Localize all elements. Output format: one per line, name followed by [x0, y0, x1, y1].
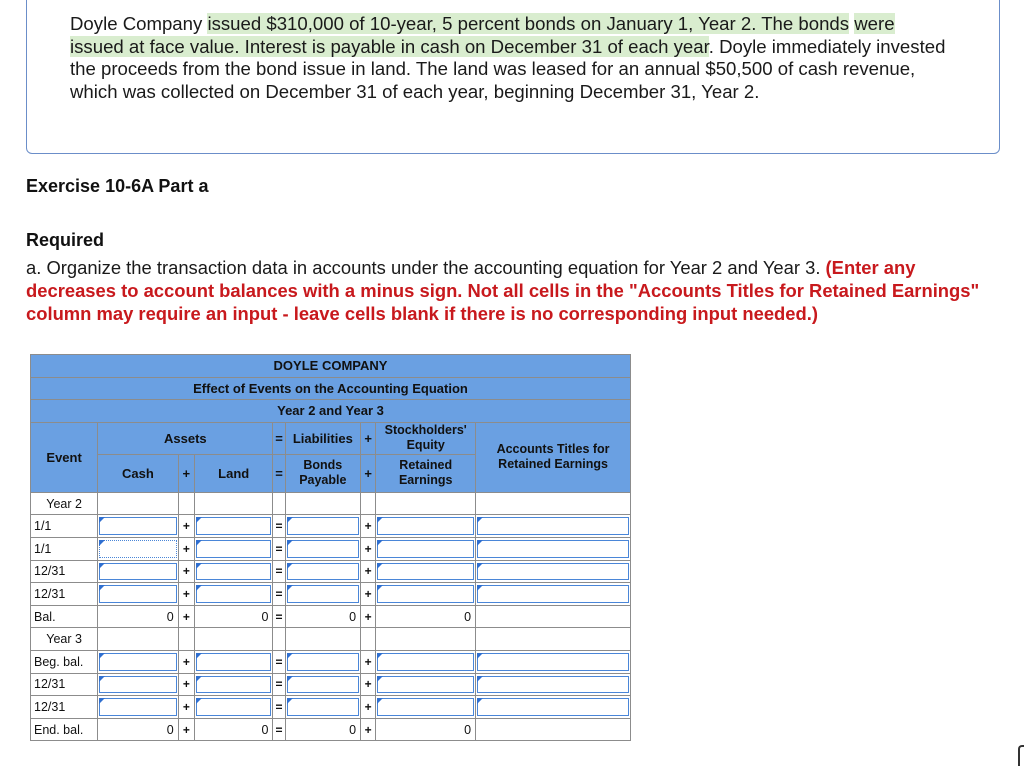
input-marker-icon	[99, 517, 105, 523]
plus-sign: +	[361, 696, 376, 719]
y3-account-title-input-cell[interactable]	[476, 650, 631, 673]
y3-bonds-input-cell[interactable]	[285, 696, 360, 719]
plus-sign: +	[178, 718, 194, 741]
plus-sign: +	[361, 515, 376, 538]
table-row	[31, 673, 631, 696]
input-marker-icon	[196, 517, 202, 523]
input-marker-icon	[196, 698, 202, 704]
input-marker-icon	[377, 540, 383, 546]
y3-re-input-field[interactable]	[377, 676, 474, 694]
y3-re-input-field[interactable]	[377, 653, 474, 671]
equals-sign: =	[273, 718, 285, 741]
y2-re-input-cell[interactable]	[376, 515, 476, 538]
required-note: (Enter any decreases to account balances with a minus sign. Not all cells in the "Accounts Titles for Retained Earnings" column may require an input - leave cells blank if there is no corresponding input needed.)	[26, 257, 980, 324]
y2-land-input-cell[interactable]	[194, 537, 272, 560]
y2-bonds-input-cell[interactable]	[285, 537, 360, 560]
required-text: a. Organize the transaction data in accounts under the accounting equation for Year 2 and Year 3.	[26, 257, 826, 278]
land-balance-year3: 0	[194, 718, 272, 741]
cash-plus-header: +	[178, 454, 194, 492]
y2-land-input-cell[interactable]	[194, 583, 272, 606]
table-title: DOYLE COMPANY	[31, 355, 631, 378]
plus-sign: +	[178, 560, 194, 583]
re-balance-year2: 0	[376, 605, 476, 628]
plus-sign: +	[361, 718, 376, 741]
y2-cash-input-cell[interactable]	[98, 537, 178, 560]
equals-sign: =	[273, 650, 285, 673]
equals-sign: =	[273, 673, 285, 696]
y2-cash-input-field[interactable]	[99, 517, 176, 535]
y2-account-title-input-field[interactable]	[477, 585, 629, 603]
plus-sign: +	[361, 560, 376, 583]
bonds-payable-header: Bonds Payable	[285, 454, 360, 492]
cash-header: Cash	[98, 454, 178, 492]
y2-bonds-input-field[interactable]	[287, 563, 359, 581]
input-marker-icon	[99, 585, 105, 591]
y2-bonds-input-cell[interactable]	[285, 583, 360, 606]
equals-sign: =	[273, 583, 285, 606]
exercise-title: Exercise 10-6A Part a	[26, 176, 209, 196]
y2-land-input-field[interactable]	[196, 540, 271, 558]
input-marker-icon	[477, 676, 483, 682]
y2-cash-input-cell[interactable]	[98, 560, 178, 583]
equals-header: =	[273, 422, 285, 454]
table-row	[31, 583, 631, 606]
y3-account-title-input-field[interactable]	[477, 698, 629, 716]
y3-land-input-field[interactable]	[196, 698, 271, 716]
input-marker-icon	[477, 585, 483, 591]
event-label: 12/31	[31, 583, 98, 606]
y2-bonds-input-field[interactable]	[287, 585, 359, 603]
input-marker-icon	[196, 676, 202, 682]
y2-account-title-input-cell[interactable]	[476, 560, 631, 583]
input-marker-icon	[377, 517, 383, 523]
y3-land-input-cell[interactable]	[194, 650, 272, 673]
y2-bonds-input-field[interactable]	[287, 540, 359, 558]
y3-land-input-cell[interactable]	[194, 696, 272, 719]
scrollbar-edge	[1018, 745, 1024, 766]
table-period: Year 2 and Year 3	[31, 400, 631, 423]
bonds-balance-year2: 0	[285, 605, 360, 628]
y2-re-input-cell[interactable]	[376, 560, 476, 583]
y2-account-title-input-cell[interactable]	[476, 583, 631, 606]
y2-land-input-field[interactable]	[196, 585, 271, 603]
y3-account-title-input-field[interactable]	[477, 653, 629, 671]
equals-sign: =	[273, 605, 285, 628]
assets-header: Assets	[98, 422, 273, 454]
table-row	[31, 537, 631, 560]
y3-cash-input-cell[interactable]	[98, 673, 178, 696]
y3-bonds-input-cell[interactable]	[285, 673, 360, 696]
re-balance-year3: 0	[376, 718, 476, 741]
input-marker-icon	[377, 653, 383, 659]
event-label: 1/1	[31, 537, 98, 560]
y2-re-input-field[interactable]	[377, 585, 474, 603]
plus-sign: +	[361, 650, 376, 673]
y3-bonds-input-field[interactable]	[287, 653, 359, 671]
input-marker-icon	[377, 563, 383, 569]
y3-bonds-input-field[interactable]	[287, 676, 359, 694]
plus-sign: +	[178, 515, 194, 538]
end-balance-row-label: End. bal.	[31, 718, 98, 741]
plus-header-2: +	[361, 454, 376, 492]
table-row	[31, 696, 631, 719]
input-marker-icon	[99, 540, 105, 546]
input-marker-icon	[287, 563, 293, 569]
y2-cash-input-field[interactable]	[99, 585, 176, 603]
balance-row-label: Bal.	[31, 605, 98, 628]
equals-sign: =	[273, 537, 285, 560]
plus-header: +	[361, 422, 376, 454]
input-marker-icon	[287, 676, 293, 682]
input-marker-icon	[99, 563, 105, 569]
plus-sign: +	[178, 696, 194, 719]
input-marker-icon	[196, 563, 202, 569]
problem-highlight-2: were issued at face value. Interest is payable in cash on December 31 of each year	[70, 13, 895, 57]
plus-sign: +	[178, 605, 194, 628]
y3-land-input-field[interactable]	[196, 676, 271, 694]
y2-account-title-input-cell[interactable]	[476, 537, 631, 560]
accounting-equation-table	[30, 354, 631, 741]
y3-cash-input-field[interactable]	[99, 676, 176, 694]
event-label: 1/1	[31, 515, 98, 538]
input-marker-icon	[287, 517, 293, 523]
input-marker-icon	[377, 676, 383, 682]
y3-cash-input-cell[interactable]	[98, 650, 178, 673]
y2-land-input-field[interactable]	[196, 517, 271, 535]
event-label: 12/31	[31, 560, 98, 583]
input-marker-icon	[99, 676, 105, 682]
y2-land-input-cell[interactable]	[194, 515, 272, 538]
equals-sign: =	[273, 515, 285, 538]
accounts-titles-header: Accounts Titles for Retained Earnings	[476, 422, 631, 492]
y2-account-title-input-field[interactable]	[477, 563, 629, 581]
problem-statement	[70, 13, 950, 103]
y2-account-title-input-cell[interactable]	[476, 515, 631, 538]
event-label: Beg. bal.	[31, 650, 98, 673]
land-header: Land	[194, 454, 272, 492]
y3-land-input-cell[interactable]	[194, 673, 272, 696]
input-marker-icon	[287, 540, 293, 546]
input-marker-icon	[99, 653, 105, 659]
bonds-balance-year3: 0	[285, 718, 360, 741]
y2-re-input-field[interactable]	[377, 540, 474, 558]
y3-cash-input-cell[interactable]	[98, 696, 178, 719]
section-year-3: Year 3	[31, 628, 98, 651]
required-label: Required	[26, 230, 105, 250]
input-marker-icon	[287, 653, 293, 659]
input-marker-icon	[477, 653, 483, 659]
table-subtitle: Effect of Events on the Accounting Equation	[31, 377, 631, 400]
y3-account-title-input-cell[interactable]	[476, 673, 631, 696]
plus-sign: +	[178, 650, 194, 673]
equals-sign: =	[273, 696, 285, 719]
problem-text-rest: . Doyle immediately invested the proceeds from the bond issue in land. The land was leased for an annual $50,500 of cash revenue, which was collected on December 31 of each year, beginning December 31, Year 2.	[70, 35, 946, 102]
input-marker-icon	[377, 698, 383, 704]
y3-re-input-cell[interactable]	[376, 650, 476, 673]
y3-cash-input-field[interactable]	[99, 653, 176, 671]
plus-sign: +	[361, 583, 376, 606]
y2-cash-input-cell[interactable]	[98, 515, 178, 538]
y2-cash-input-cell[interactable]	[98, 583, 178, 606]
table-row	[31, 650, 631, 673]
table-row	[31, 560, 631, 583]
plus-sign: +	[361, 673, 376, 696]
y2-re-input-field[interactable]	[377, 517, 474, 535]
plus-sign: +	[178, 673, 194, 696]
input-marker-icon	[196, 540, 202, 546]
event-label: 12/31	[31, 696, 98, 719]
y2-land-input-field[interactable]	[196, 563, 271, 581]
y2-bonds-input-field[interactable]	[287, 517, 359, 535]
y2-bonds-input-cell[interactable]	[285, 515, 360, 538]
y3-land-input-field[interactable]	[196, 653, 271, 671]
y3-bonds-input-cell[interactable]	[285, 650, 360, 673]
input-marker-icon	[477, 540, 483, 546]
y3-account-title-input-cell[interactable]	[476, 696, 631, 719]
y3-bonds-input-field[interactable]	[287, 698, 359, 716]
plus-sign: +	[361, 537, 376, 560]
equals-header-2: =	[273, 454, 285, 492]
y3-cash-input-field[interactable]	[99, 698, 176, 716]
table-row	[31, 515, 631, 538]
y2-re-input-cell[interactable]	[376, 583, 476, 606]
plus-sign: +	[361, 605, 376, 628]
equity-header: Stockholders' Equity	[376, 422, 476, 454]
y3-re-input-field[interactable]	[377, 698, 474, 716]
event-label: 12/31	[31, 673, 98, 696]
problem-text-intro: Doyle Company	[70, 13, 208, 34]
input-marker-icon	[287, 698, 293, 704]
required-instructions	[26, 256, 996, 325]
input-marker-icon	[477, 517, 483, 523]
section-year-2: Year 2	[31, 492, 98, 515]
y2-re-input-field[interactable]	[377, 563, 474, 581]
cash-balance-year2: 0	[98, 605, 178, 628]
y3-account-title-input-field[interactable]	[477, 676, 629, 694]
y2-account-title-input-field[interactable]	[477, 517, 629, 535]
retained-earnings-header: Retained Earnings	[376, 454, 476, 492]
plus-sign: +	[178, 537, 194, 560]
input-marker-icon	[196, 653, 202, 659]
y2-re-input-cell[interactable]	[376, 537, 476, 560]
input-marker-icon	[477, 698, 483, 704]
equals-sign: =	[273, 560, 285, 583]
input-marker-icon	[196, 585, 202, 591]
y2-bonds-input-cell[interactable]	[285, 560, 360, 583]
event-header: Event	[31, 422, 98, 492]
input-marker-icon	[99, 698, 105, 704]
land-balance-year2: 0	[194, 605, 272, 628]
liabilities-header: Liabilities	[285, 422, 360, 454]
problem-highlight-1: issued $310,000 of 10-year, 5 percent bonds on January 1, Year 2. The bonds	[207, 13, 850, 34]
input-marker-icon	[287, 585, 293, 591]
y2-land-input-cell[interactable]	[194, 560, 272, 583]
y2-cash-input-field[interactable]	[99, 540, 176, 558]
y2-cash-input-field[interactable]	[99, 563, 176, 581]
y2-account-title-input-field[interactable]	[477, 540, 629, 558]
input-marker-icon	[377, 585, 383, 591]
y3-re-input-cell[interactable]	[376, 696, 476, 719]
input-marker-icon	[477, 563, 483, 569]
y3-re-input-cell[interactable]	[376, 673, 476, 696]
cash-balance-year3: 0	[98, 718, 178, 741]
plus-sign: +	[178, 583, 194, 606]
